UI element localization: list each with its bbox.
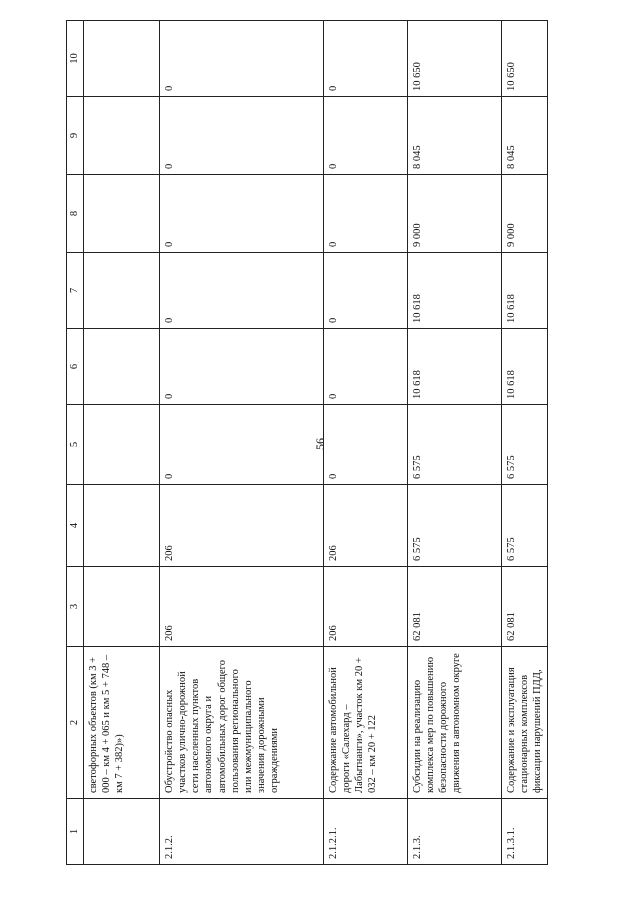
row-name: Содержание автомобильной дороги «Салехард – Лабытнанги», участок км 20 + 032 – км 20 + 122 (324, 647, 408, 799)
cell-value: 6 575 (408, 485, 502, 567)
cell-value: 0 (324, 405, 408, 485)
column-header: 3 (67, 567, 84, 647)
row-name: Содержание и эксплуатация стационарных комплексов фиксации нарушений ПДД, (502, 647, 548, 799)
cell-value: 206 (324, 485, 408, 567)
column-header: 7 (67, 253, 84, 329)
cell-value: 8 045 (408, 97, 502, 175)
row-code: 2.1.3. (408, 799, 502, 865)
row-code: 2.1.3.1. (502, 799, 548, 865)
row-code (84, 799, 160, 865)
cell-value: 206 (160, 567, 324, 647)
cell-value: 9 000 (408, 175, 502, 253)
rotated-table-container (66, 21, 544, 865)
cell-value: 10 618 (408, 253, 502, 329)
cell-value: 0 (160, 21, 324, 97)
cell-value: 0 (160, 253, 324, 329)
row-name: Субсидии на реализацию комплекса мер по повышению безопасности дорожного движения в автономном округе (408, 647, 502, 799)
cell-value: 10 618 (502, 253, 548, 329)
budget-table (66, 20, 548, 865)
table-row (84, 21, 160, 865)
table-row (502, 21, 548, 865)
column-header: 5 (67, 405, 84, 485)
column-header: 2 (67, 647, 84, 799)
table-row (324, 21, 408, 865)
cell-value: 6 575 (502, 405, 548, 485)
cell-value: 0 (324, 21, 408, 97)
cell-value (84, 329, 160, 405)
cell-value: 6 575 (502, 485, 548, 567)
cell-value: 0 (160, 97, 324, 175)
cell-value: 9 000 (502, 175, 548, 253)
cell-value: 0 (160, 405, 324, 485)
column-header: 9 (67, 97, 84, 175)
cell-value (84, 405, 160, 485)
cell-value (84, 21, 160, 97)
header-row (67, 21, 84, 865)
column-header: 8 (67, 175, 84, 253)
cell-value (84, 253, 160, 329)
cell-value (84, 567, 160, 647)
row-name: светофорных объектов (км 3 + 000 – км 4 + 065 и км 5 + 748 – км 7 + 382)») (84, 647, 160, 799)
page-number: 56 (313, 438, 327, 450)
cell-value (84, 485, 160, 567)
cell-value: 0 (324, 253, 408, 329)
column-header: 10 (67, 21, 84, 97)
cell-value: 62 081 (502, 567, 548, 647)
cell-value: 8 045 (502, 97, 548, 175)
cell-value: 206 (324, 567, 408, 647)
cell-value: 0 (324, 175, 408, 253)
column-header: 1 (67, 799, 84, 865)
cell-value: 10 618 (502, 329, 548, 405)
table-row (160, 21, 324, 865)
cell-value: 62 081 (408, 567, 502, 647)
cell-value: 0 (160, 329, 324, 405)
cell-value: 10 650 (408, 21, 502, 97)
cell-value: 6 575 (408, 405, 502, 485)
row-name: Обустройство опасных участков улично-дорожной сети населенных пунктов автономного округа и автомобильных дорог общего пользования регионального или межмуниципального значения дорожными ограждениями (160, 647, 324, 799)
row-code: 2.1.2.1. (324, 799, 408, 865)
cell-value: 10 618 (408, 329, 502, 405)
row-code: 2.1.2. (160, 799, 324, 865)
table-row (408, 21, 502, 865)
cell-value: 10 650 (502, 21, 548, 97)
cell-value: 0 (160, 175, 324, 253)
column-header: 4 (67, 485, 84, 567)
cell-value (84, 175, 160, 253)
column-header: 6 (67, 329, 84, 405)
cell-value (84, 97, 160, 175)
cell-value: 206 (160, 485, 324, 567)
cell-value: 0 (324, 97, 408, 175)
cell-value: 0 (324, 329, 408, 405)
